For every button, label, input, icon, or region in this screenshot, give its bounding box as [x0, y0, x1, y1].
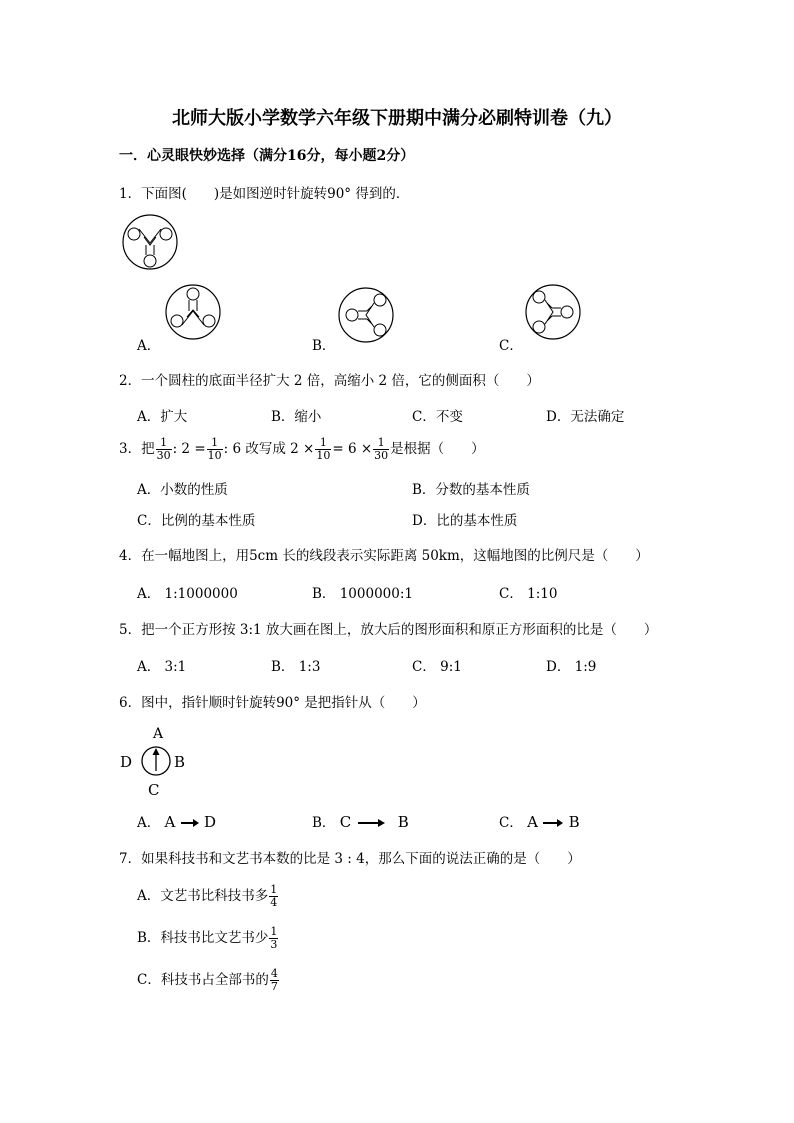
question-6: 6．图中，指针顺时针旋转90° 是把指针从（ ） — [119, 695, 426, 711]
question-1: 1．下面图( )是如图逆时针旋转90° 得到的． — [119, 186, 410, 202]
page-title: 北师大版小学数学六年级下册期中满分必刷特训卷（九） — [172, 108, 622, 129]
q3-prefix: 3．把 — [119, 441, 155, 457]
arrow-right-icon — [356, 816, 386, 832]
fraction: $\frac{1}{10}$ — [207, 436, 222, 462]
q6-option-b[interactable]: B． C B — [312, 813, 409, 831]
q3-option-a[interactable]: A．小数的性质 — [137, 482, 228, 498]
q5-option-d[interactable]: D． 1:9 — [546, 659, 597, 675]
q1-option-c[interactable]: C． — [499, 338, 523, 354]
q2-option-c[interactable]: C．不变 — [412, 409, 463, 425]
q4-option-a[interactable]: A． 1:1000000 — [137, 586, 238, 602]
fraction: $\frac{1}{30}$ — [374, 436, 389, 462]
arrow-right-icon — [180, 816, 200, 832]
q5-option-a[interactable]: A． 3:1 — [137, 659, 187, 675]
fraction: $\frac{1}{10}$ — [316, 436, 331, 462]
fraction: $\frac{4}{7}$ — [270, 967, 278, 993]
q1-option-a-figure[interactable] — [163, 283, 225, 341]
question-2: 2．一个圆柱的底面半径扩大 2 倍，高缩小 2 倍，它的侧面积（ ） — [119, 373, 540, 389]
q3-option-b[interactable]: B．分数的基本性质 — [412, 482, 530, 498]
arrow-right-icon — [542, 816, 564, 832]
q2-option-b[interactable]: B．缩小 — [271, 409, 322, 425]
question-4: 4．在一幅地图上，用5cm 长的线段表示实际距离 50km，这幅地图的比例尺是（ ） — [119, 548, 649, 564]
fraction: $\frac{1}{4}$ — [270, 883, 278, 909]
q1-option-b[interactable]: B． — [312, 338, 336, 354]
q5-option-b[interactable]: B． 1:3 — [271, 659, 321, 675]
q1-option-a[interactable]: A． — [137, 338, 161, 354]
question-7: 7．如果科技书和文艺书本数的比是 3 : 4，那么下面的说法正确的是（ ） — [119, 851, 581, 867]
q4-option-c[interactable]: C． 1:10 — [499, 586, 558, 602]
section-heading: 一．心灵眼快妙选择（满分16分，每小题2分） — [119, 148, 415, 164]
q3-option-d[interactable]: D．比的基本性质 — [412, 513, 518, 529]
q3-option-c[interactable]: C．比例的基本性质 — [137, 513, 256, 529]
clock-dial-figure — [140, 745, 174, 779]
q6-option-a[interactable]: A． A D — [137, 813, 217, 831]
fraction: $\frac{1}{30}$ — [156, 436, 171, 462]
q1-option-b-figure[interactable] — [336, 286, 398, 344]
q7-option-b[interactable]: B．科技书比文艺书少 $\frac{1}{3}$ — [137, 925, 278, 951]
q5-option-c[interactable]: C． 9:1 — [412, 659, 462, 675]
q7-option-c[interactable]: C．科技书占全部书的 $\frac{4}{7}$ — [137, 967, 278, 993]
fraction: $\frac{1}{3}$ — [270, 925, 278, 951]
compass-label-left: D — [120, 753, 133, 771]
question-3: 3．把 $\frac{1}{30}$ : 2 = $\frac{1}{10}$ : 6 改写成 2 × $\frac{1}{10}$ = 6 × $\frac{1}{30}$ 是根据（ ） — [119, 436, 485, 462]
compass-label-bottom: C — [148, 781, 160, 799]
compass-label-right: B — [174, 753, 186, 771]
q2-option-d[interactable]: D．无法确定 — [546, 409, 625, 425]
q7-option-a[interactable]: A．文艺书比科技书多 $\frac{1}{4}$ — [137, 883, 278, 909]
q1-option-c-figure[interactable] — [523, 283, 585, 341]
q2-option-a[interactable]: A．扩大 — [137, 409, 188, 425]
q6-option-c[interactable]: C． A B — [499, 813, 580, 831]
q4-option-b[interactable]: B． 1000000:1 — [312, 586, 413, 602]
compass-label-top: A — [153, 726, 164, 742]
question-5: 5．把一个正方形按 3:1 放大画在图上，放大后的图形面积和原正方形面积的比是（ ） — [119, 622, 658, 638]
q1-original-figure — [120, 213, 182, 271]
